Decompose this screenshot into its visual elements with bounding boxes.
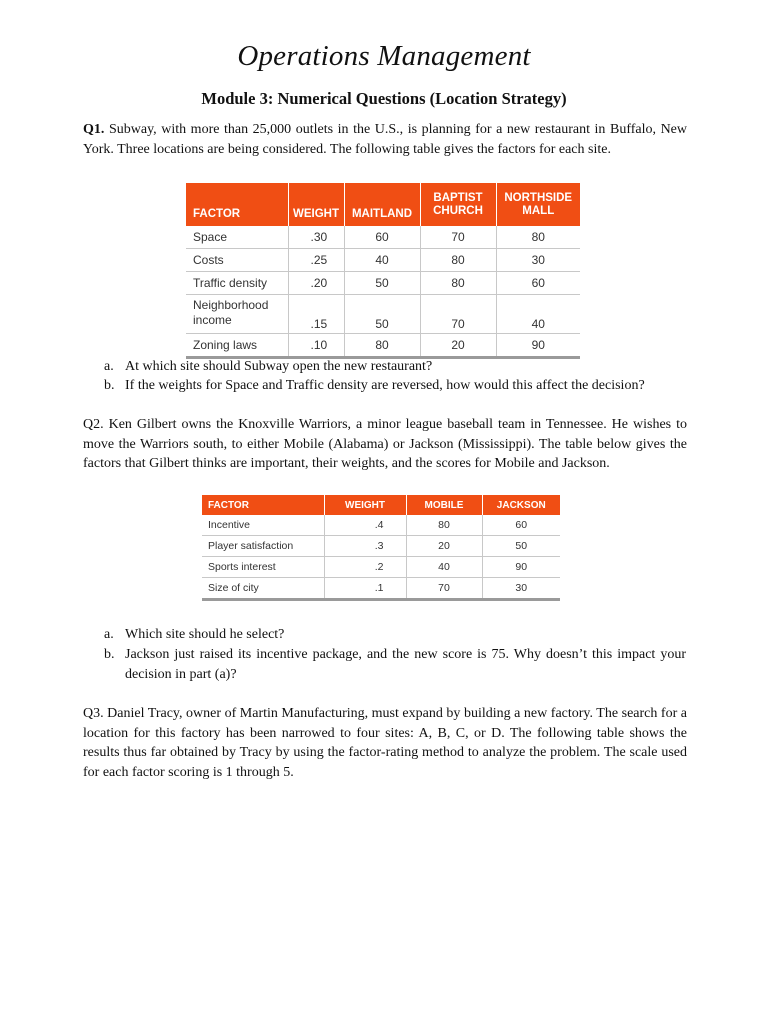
table-cell: 20 — [420, 334, 496, 358]
q2-header-weight: WEIGHT — [324, 495, 406, 515]
table-cell: 90 — [482, 557, 560, 578]
table-cell: Zoning laws — [186, 334, 288, 358]
question-1-text — [83, 120, 687, 159]
table-cell: Sports interest — [202, 557, 324, 578]
table-row — [202, 578, 560, 600]
table-row — [202, 515, 560, 536]
table-row — [186, 226, 580, 249]
table-cell: .4 — [324, 515, 406, 536]
table-cell: .15 — [288, 295, 344, 334]
q1-header-baptist-church: BAPTIST CHURCH — [420, 183, 496, 226]
table-cell: .25 — [288, 249, 344, 272]
table-cell: 30 — [482, 578, 560, 600]
table-cell: 60 — [482, 515, 560, 536]
question-1-label: Q1. — [83, 122, 105, 137]
table-cell: Incentive — [202, 515, 324, 536]
q1-header-factor: FACTOR — [186, 183, 288, 226]
table-cell: Costs — [186, 249, 288, 272]
table-cell: .2 — [324, 557, 406, 578]
table-cell: 70 — [420, 226, 496, 249]
table-row — [186, 295, 580, 334]
table-cell: Space — [186, 226, 288, 249]
q1-part-a-text: At which site should Subway open the new restaurant? — [125, 359, 433, 374]
table-cell: 60 — [344, 226, 420, 249]
table-cell: 80 — [406, 515, 482, 536]
table-row — [186, 249, 580, 272]
q2-part-a-label: a. — [104, 627, 114, 642]
q2-table-header-row — [202, 495, 560, 515]
q2-part-a-text: Which site should he select? — [125, 627, 285, 642]
q1-part-b-text: If the weights for Space and Traffic density are reversed, how would this affect the decision? — [125, 378, 645, 393]
q1-part-a — [104, 357, 686, 377]
table-cell: 50 — [344, 295, 420, 334]
page-title: Operations Management — [237, 40, 531, 72]
question-3-text: Q3. Daniel Tracy, owner of Martin Manufacturing, must expand by building a new factory. The search for a location for this factory has been narrowed to four sites: A, B, C, or D. The following table shows the results thus far obtained by Tracy by using the factor-rating method to analyze the problem. The scale used for each factor scoring is 1 through 5. — [83, 706, 687, 781]
q2-factor-table — [202, 495, 560, 601]
table-cell: 40 — [344, 249, 420, 272]
table-row — [186, 272, 580, 295]
table-cell: 30 — [496, 249, 580, 272]
table-cell: 20 — [406, 536, 482, 557]
q1-header-maitland: MAITLAND — [344, 183, 420, 226]
table-cell: 60 — [496, 272, 580, 295]
question-1-body: Subway, with more than 25,000 outlets in the U.S., is planning for a new restaurant in Buffalo, New York. Three locations are being considered. The following table gives the factors for each site. — [83, 122, 687, 157]
table-cell: 40 — [406, 557, 482, 578]
table-cell: 50 — [482, 536, 560, 557]
q2-part-b-text: Jackson just raised its incentive package, and the new score is 75. Why doesn’t this impact your decision in part (a)? — [125, 647, 686, 682]
table-cell: 80 — [420, 272, 496, 295]
table-row — [186, 334, 580, 358]
q1-part-b-label: b. — [104, 378, 115, 393]
table-cell: 70 — [406, 578, 482, 600]
table-cell: .1 — [324, 578, 406, 600]
page-subtitle: Module 3: Numerical Questions (Location Strategy) — [201, 89, 567, 108]
table-row — [202, 557, 560, 578]
table-cell: Player satisfaction — [202, 536, 324, 557]
table-cell: 50 — [344, 272, 420, 295]
q2-part-a — [104, 625, 686, 645]
table-cell: 80 — [344, 334, 420, 358]
question-2-text: Q2. Ken Gilbert owns the Knoxville Warriors, a minor league baseball team in Tennessee. He wishes to move the Warriors south, to either Mobile (Alabama) or Jackson (Mississippi). The table below gives the factors that Gilbert thinks are important, their weights, and the scores for Mobile and Jackson. — [83, 417, 687, 472]
table-row — [202, 536, 560, 557]
q2-part-b — [104, 645, 686, 684]
table-cell: 80 — [420, 249, 496, 272]
q1-header-northside-mall: NORTHSIDE MALL — [496, 183, 580, 226]
q1-factor-table — [186, 183, 580, 359]
q2-header-jackson: JACKSON — [482, 495, 560, 515]
q1-part-a-label: a. — [104, 359, 114, 374]
q1-header-weight: WEIGHT — [288, 183, 344, 226]
q1-part-b — [104, 376, 686, 396]
table-cell: Size of city — [202, 578, 324, 600]
q1-table-header-row — [186, 183, 580, 226]
table-cell: 70 — [420, 295, 496, 334]
table-cell: Neighborhood income — [186, 295, 288, 334]
q2-header-factor: FACTOR — [202, 495, 324, 515]
table-cell: .20 — [288, 272, 344, 295]
table-cell: .10 — [288, 334, 344, 358]
table-cell: 90 — [496, 334, 580, 358]
table-cell: .3 — [324, 536, 406, 557]
table-cell: 40 — [496, 295, 580, 334]
table-cell: 80 — [496, 226, 580, 249]
q2-part-b-label: b. — [104, 647, 115, 662]
table-cell: Traffic density — [186, 272, 288, 295]
table-cell: .30 — [288, 226, 344, 249]
q2-header-mobile: MOBILE — [406, 495, 482, 515]
